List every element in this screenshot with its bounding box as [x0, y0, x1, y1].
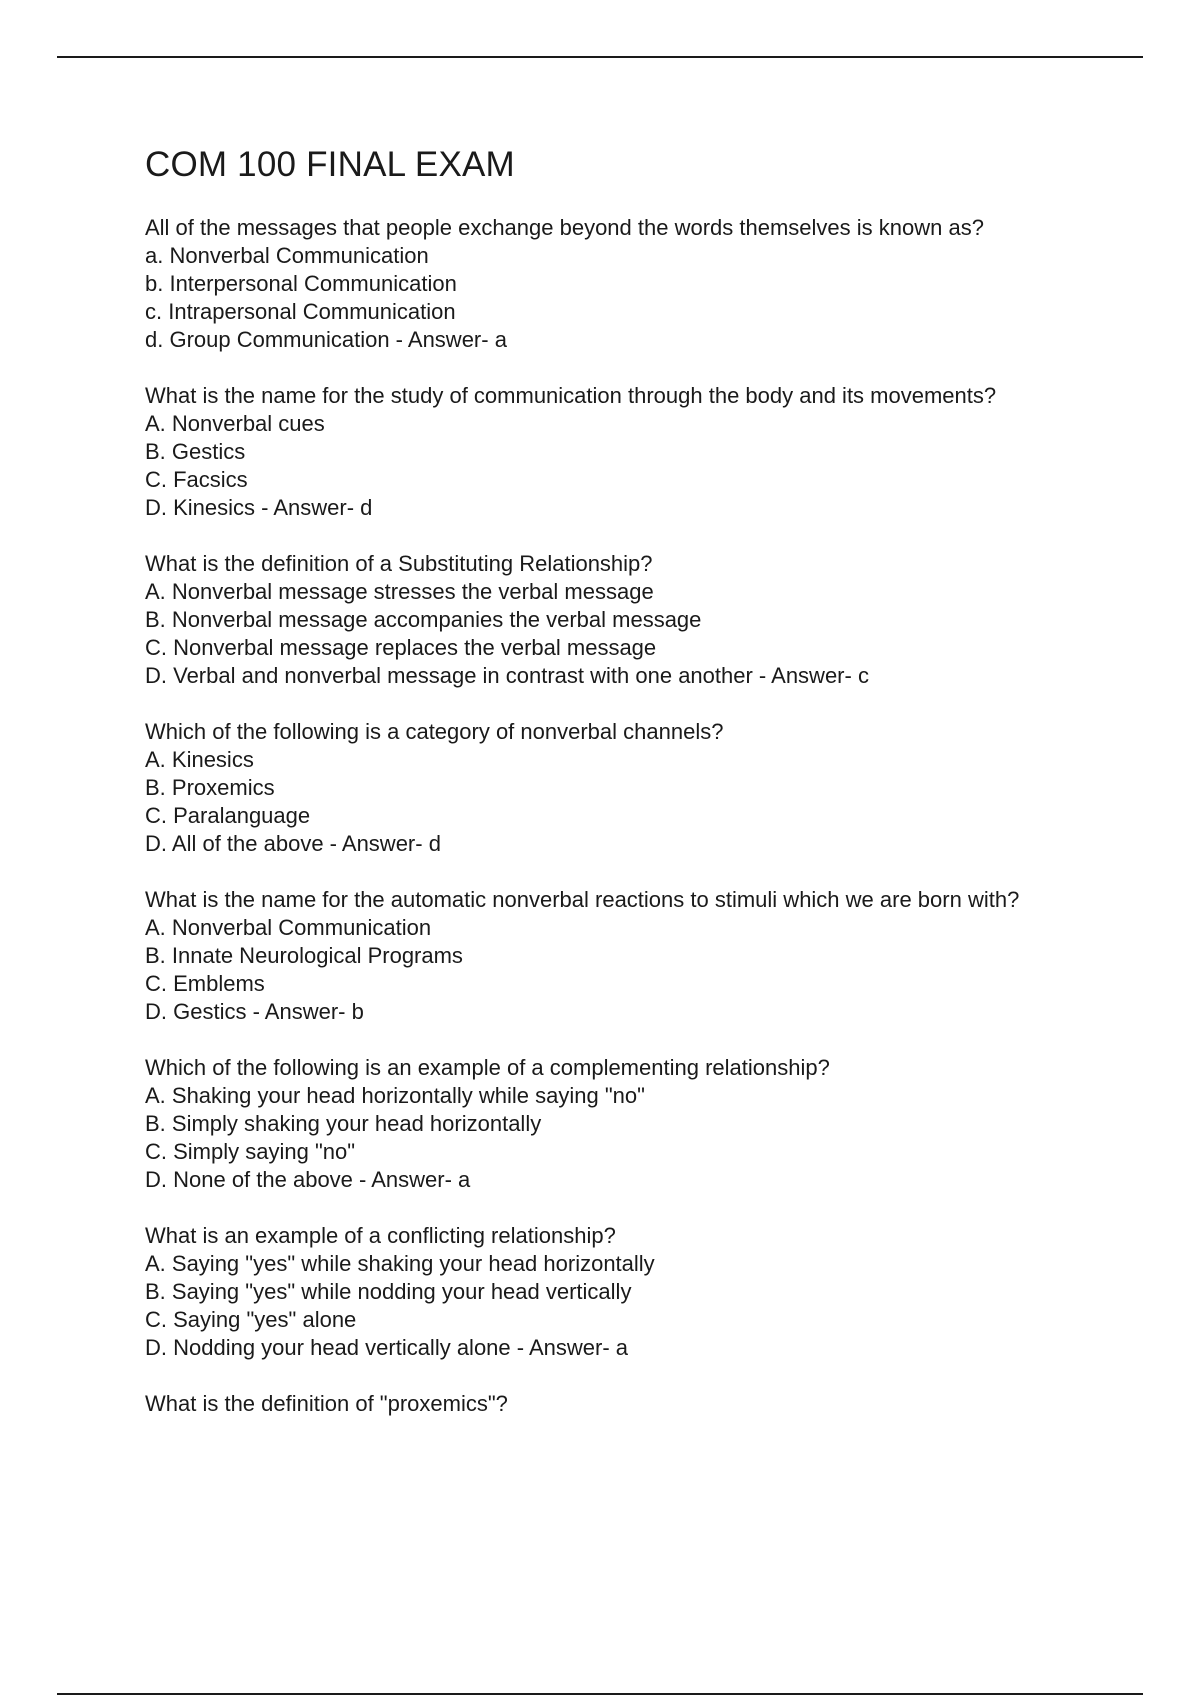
answer-option: C. Simply saying "no" — [145, 1139, 356, 1164]
question-prompt: Which of the following is a category of nonverbal channels? — [145, 719, 724, 744]
answer-option: A. Nonverbal cues — [145, 411, 325, 436]
question-prompt: Which of the following is an example of a complementing relationship? — [145, 1055, 830, 1080]
answer-option: B. Innate Neurological Programs — [145, 943, 463, 968]
question-prompt: All of the messages that people exchange beyond the words themselves is known as? — [145, 215, 984, 240]
question-block — [145, 1390, 1105, 1418]
answer-option: A. Kinesics — [145, 747, 254, 772]
answer-option: D. Nodding your head vertically alone - Answer- a — [145, 1335, 629, 1360]
answer-option: D. All of the above - Answer- d — [145, 831, 441, 856]
question-prompt: What is the definition of "proxemics"? — [145, 1391, 508, 1416]
answer-option: A. Shaking your head horizontally while saying "no" — [145, 1083, 645, 1108]
question-block — [145, 1054, 1105, 1194]
answer-option: B. Saying "yes" while nodding your head vertically — [145, 1279, 632, 1304]
answer-option: B. Simply shaking your head horizontally — [145, 1111, 542, 1136]
question-prompt: What is the definition of a Substituting Relationship? — [145, 551, 653, 576]
answer-option: b. Interpersonal Communication — [145, 271, 457, 296]
answer-option: B. Gestics — [145, 439, 246, 464]
question-block — [145, 1222, 1105, 1362]
answer-option: A. Nonverbal Communication — [145, 915, 432, 940]
bottom-rule — [57, 1693, 1143, 1695]
answer-option: d. Group Communication - Answer- a — [145, 327, 507, 352]
answer-option: a. Nonverbal Communication — [145, 243, 429, 268]
question-block — [145, 382, 1105, 522]
question-list — [145, 214, 1105, 1418]
answer-option: C. Emblems — [145, 971, 265, 996]
answer-option: D. Verbal and nonverbal message in contrast with one another - Answer- c — [145, 663, 869, 688]
answer-option: D. Kinesics - Answer- d — [145, 495, 373, 520]
answer-option: D. None of the above - Answer- a — [145, 1167, 471, 1192]
page-title: COM 100 FINAL EXAM — [145, 145, 515, 184]
answer-option: B. Proxemics — [145, 775, 275, 800]
answer-option: C. Facsics — [145, 467, 248, 492]
question-block — [145, 214, 1105, 354]
answer-option: C. Saying "yes" alone — [145, 1307, 357, 1332]
question-block — [145, 550, 1105, 690]
question-prompt: What is an example of a conflicting relationship? — [145, 1223, 616, 1248]
answer-option: C. Paralanguage — [145, 803, 311, 828]
question-prompt: What is the name for the automatic nonverbal reactions to stimuli which we are born with? — [145, 887, 1020, 912]
question-block — [145, 718, 1105, 858]
question-block — [145, 886, 1105, 1026]
answer-option: B. Nonverbal message accompanies the verbal message — [145, 607, 702, 632]
answer-option: A. Saying "yes" while shaking your head horizontally — [145, 1251, 655, 1276]
document-body — [145, 145, 1105, 1446]
question-prompt: What is the name for the study of communication through the body and its movements? — [145, 383, 997, 408]
answer-option: c. Intrapersonal Communication — [145, 299, 456, 324]
top-rule — [57, 56, 1143, 58]
answer-option: D. Gestics - Answer- b — [145, 999, 364, 1024]
answer-option: C. Nonverbal message replaces the verbal message — [145, 635, 657, 660]
answer-option: A. Nonverbal message stresses the verbal message — [145, 579, 654, 604]
